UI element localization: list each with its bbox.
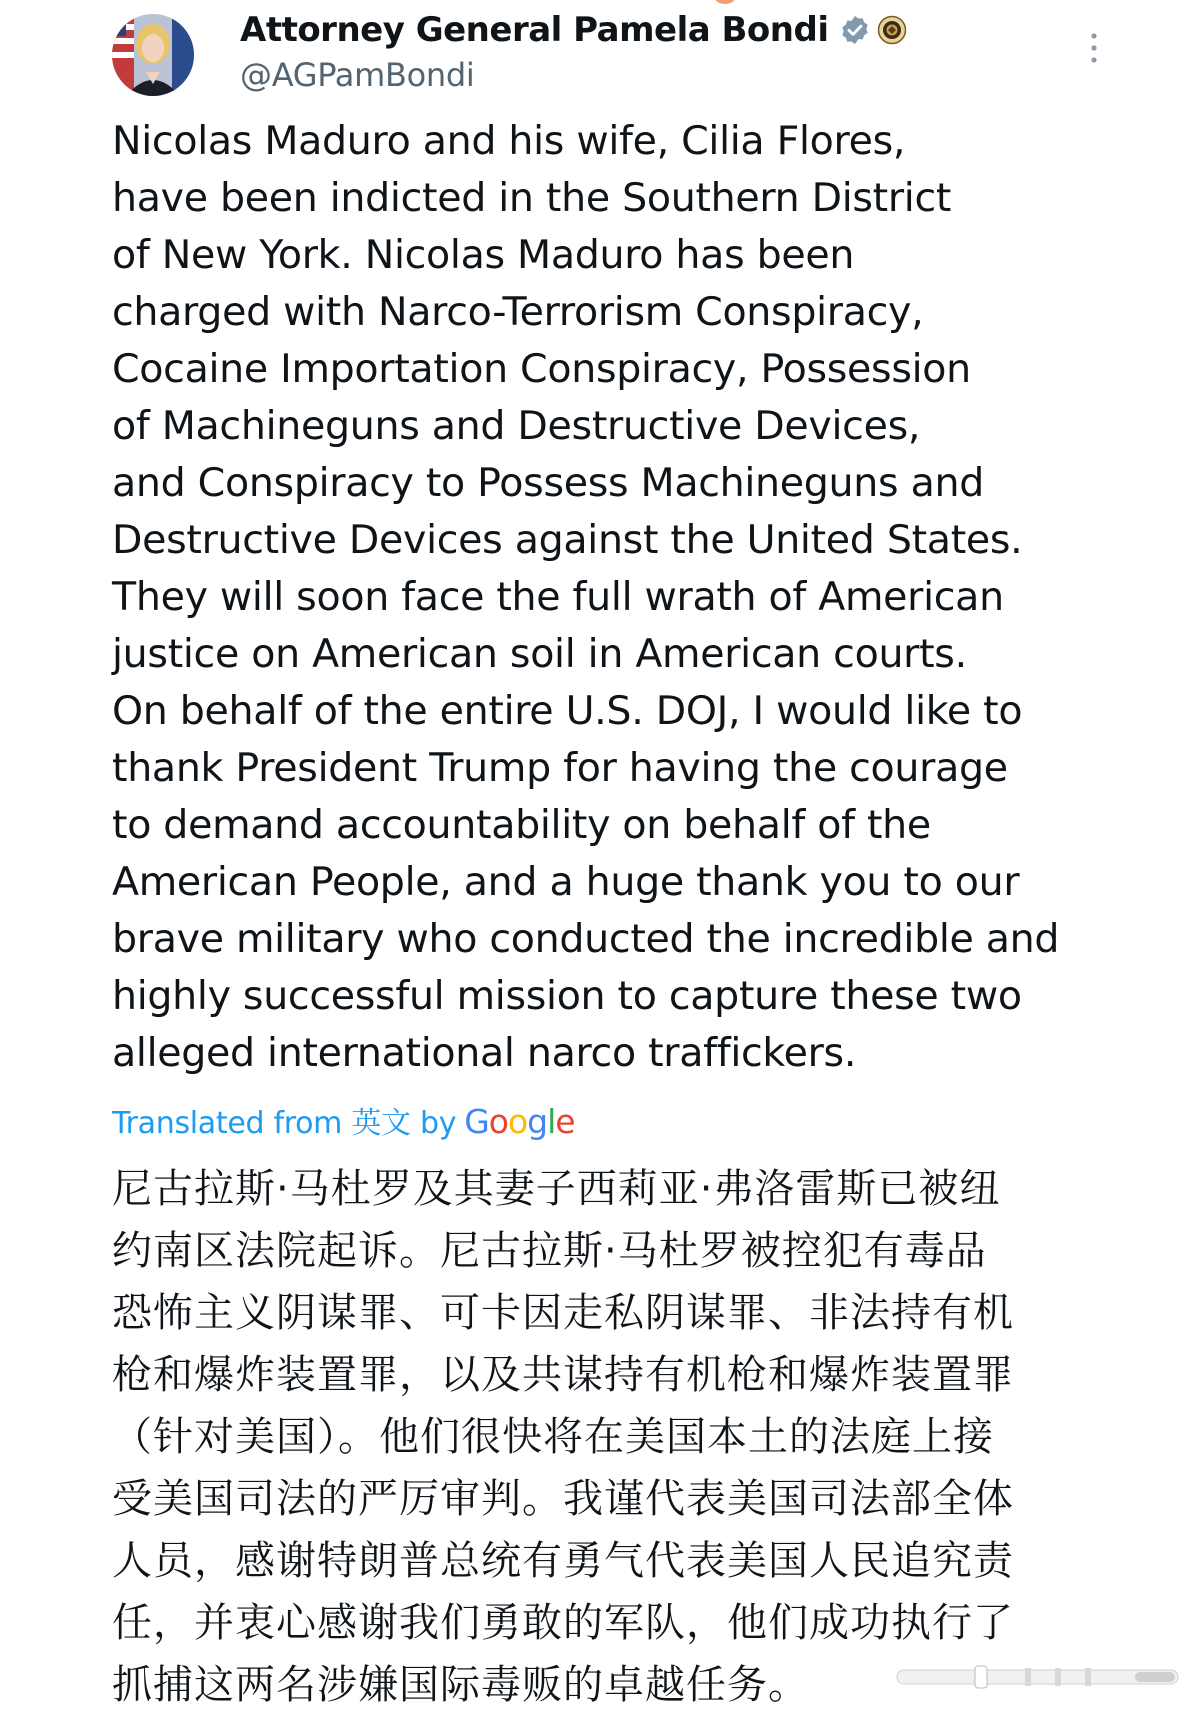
translated-from-link[interactable]: Translated from 英文 by bbox=[112, 1106, 457, 1141]
doj-seal-icon bbox=[877, 15, 907, 45]
tweet-text-line: American People, and a huge thank you to our bbox=[112, 859, 1020, 905]
author-display-name[interactable]: Attorney General Pamela Bondi bbox=[240, 10, 829, 50]
translation-text-line: 任，并衷心感谢我们勇敢的军队，他们成功执行了 bbox=[112, 1600, 1014, 1646]
translation-text-line: （针对美国）。他们很快将在美国本土的法庭上接 bbox=[112, 1414, 994, 1460]
tweet-text-line: and Conspiracy to Possess Machineguns and bbox=[112, 460, 984, 506]
translation-text-line: 抓捕这两名涉嫌国际毒贩的卓越任务。 bbox=[112, 1662, 809, 1708]
translation-attribution[interactable] bbox=[112, 1098, 575, 1142]
tweet-text-line: brave military who conducted the incredible and bbox=[112, 916, 1060, 962]
author-name-row[interactable] bbox=[240, 10, 907, 50]
tweet-text-line: have been indicted in the Southern District bbox=[112, 175, 952, 221]
tweet-text-line: charged with Narco-Terrorism Conspiracy, bbox=[112, 289, 924, 335]
translation-text-line: 人员，感谢特朗普总统有勇气代表美国人民追究责 bbox=[112, 1538, 1014, 1584]
tweet-text-line: of Machineguns and Destructive Devices, bbox=[112, 403, 921, 449]
avatar[interactable] bbox=[112, 14, 194, 96]
google-logo: Google bbox=[464, 1102, 575, 1141]
translation-text-line: 尼古拉斯·马杜罗及其妻子西莉亚·弗洛雷斯已被纽 bbox=[112, 1166, 1001, 1212]
watermark-graphic bbox=[895, 1662, 1180, 1692]
translation-text-line: 约南区法院起诉。尼古拉斯·马杜罗被控犯有毒品 bbox=[112, 1228, 987, 1274]
tweet-text-line: On behalf of the entire U.S. DOJ, I would like to bbox=[112, 688, 1023, 734]
translation-text-line: 枪和爆炸装置罪，以及共谋持有机枪和爆炸装置罪 bbox=[112, 1352, 1014, 1398]
translation-text bbox=[112, 1158, 1112, 1714]
tweet-text-line: They will soon face the full wrath of American bbox=[112, 574, 1004, 620]
tweet-text-line: to demand accountability on behalf of the bbox=[112, 802, 931, 848]
translation-text-line: 受美国司法的严厉审判。我谨代表美国司法部全体 bbox=[112, 1476, 1014, 1522]
author-handle[interactable]: @AGPamBondi bbox=[240, 56, 475, 94]
tweet-text bbox=[112, 113, 1112, 1082]
verified-badge-icon bbox=[839, 14, 871, 46]
translation-text-line: 恐怖主义阴谋罪、可卡因走私阴谋罪、非法持有机 bbox=[112, 1290, 1014, 1336]
tweet-text-line: justice on American soil in American courts. bbox=[112, 631, 967, 677]
notification-dot bbox=[714, 0, 736, 4]
tweet-text-line: Destructive Devices against the United States. bbox=[112, 517, 1023, 563]
tweet-text-line: thank President Trump for having the courage bbox=[112, 745, 1008, 791]
tweet-text-line: of New York. Nicolas Maduro has been bbox=[112, 232, 855, 278]
tweet-text-line: Cocaine Importation Conspiracy, Possession bbox=[112, 346, 971, 392]
tweet-text-line: alleged international narco traffickers. bbox=[112, 1030, 857, 1076]
profile-photo-icon bbox=[112, 14, 194, 96]
more-options-icon[interactable] bbox=[1088, 30, 1100, 66]
tweet-text-line: highly successful mission to capture these two bbox=[112, 973, 1022, 1019]
tweet-text-line: Nicolas Maduro and his wife, Cilia Flores, bbox=[112, 118, 906, 164]
